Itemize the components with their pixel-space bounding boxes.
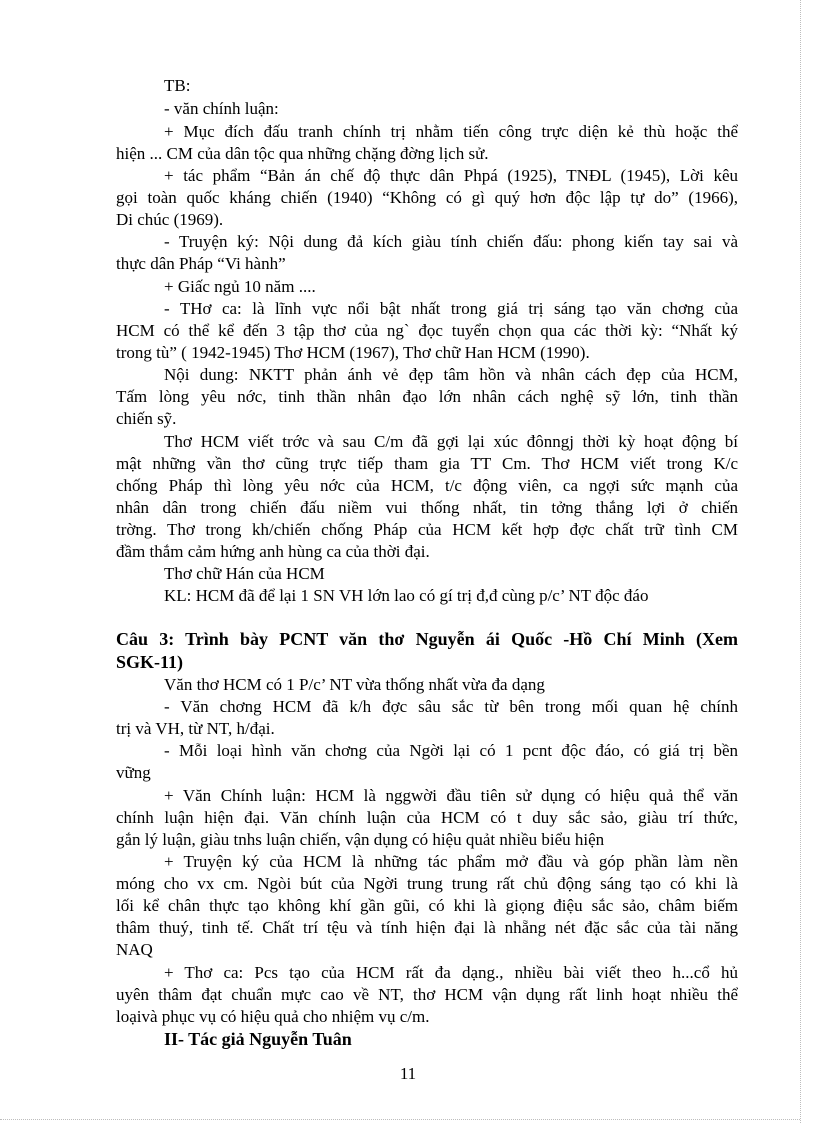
text-line: mật những vần thơ cũng trực tiếp tham gia TT Cm. Thơ HCM viết trong K/c — [116, 454, 738, 473]
page-edge-divider — [800, 0, 801, 1123]
text-line: + Văn Chính luận: HCM là nggwời đầu tiên sử dụng có hiệu quả thể văn — [164, 786, 738, 805]
text-line: trong tù” ( 1942-1945) Thơ HCM (1967), Thơ chữ Han HCM (1990). — [116, 343, 590, 362]
text-line: loạivà phục vụ có hiệu quả cho nhiệm vụ c/m. — [116, 1007, 430, 1026]
text-line: chống Pháp thì lòng yêu nớc của HCM, t/c động viên, ca ngợi sức mạnh của — [116, 476, 738, 495]
section-heading: SGK-11) — [116, 652, 184, 672]
text-line: + Giấc ngủ 10 năm .... — [164, 277, 316, 296]
section-heading: Câu 3: Trình bày PCNT văn thơ Nguyễn ái Quốc -Hồ Chí Minh (Xem — [116, 629, 738, 649]
text-line: Nội dung: NKTT phản ánh vẻ đẹp tâm hồn và nhân cách đẹp của HCM, — [164, 365, 738, 384]
text-line: + tác phẩm “Bản án chế độ thực dân Phpá (1925), TNĐL (1945), Lời kêu — [164, 166, 738, 185]
text-line: Thơ chữ Hán của HCM — [164, 564, 325, 583]
text-line: gắn lý luận, giàu tnhs luận chiến, vận dụng có hiệu quảt nhiều biểu hiện — [116, 830, 605, 849]
text-line: Văn thơ HCM có 1 P/c’ NT vừa thống nhất vừa đa dạng — [164, 675, 545, 694]
text-line: móng cho vx cm. Ngòi bút của Ngời trung trung rất chủ động sáng tạo có khi là — [116, 874, 738, 893]
text-line: đầm thắm cảm hứng anh hùng ca của thời đại. — [116, 542, 430, 561]
text-line: thực dân Pháp “Vi hành” — [116, 254, 286, 273]
text-line: chính luận hiện đại. Văn chính luận của HCM có t duy sắc sảo, giàu trí thức, — [116, 808, 738, 827]
text-line: + Thơ ca: Pcs tạo của HCM rất đa dạng., nhiều bài viết theo h...cổ hủ — [164, 963, 738, 982]
text-line: - Văn chơng HCM đã k/h đợc sâu sắc từ bên trong mối quan hệ chính — [164, 697, 738, 716]
text-line: lối kể chân thực tạo không khí gần gũi, có khi là giọng điệu sắc sảo, châm biếm — [116, 896, 738, 915]
text-line: + Truyện ký của HCM là những tác phẩm mở đầu và góp phần làm nền — [164, 852, 738, 871]
text-line: - Truyện ký: Nội dung đả kích giàu tính chiến đấu: phong kiến tay sai và — [164, 232, 738, 251]
text-line: + Mục đích đấu tranh chính trị nhằm tiến công trực diện kẻ thù hoặc thể — [164, 122, 738, 141]
text-line: Tấm lòng yêu nớc, tinh thần nhân đạo lớn nhân cách nghệ sỹ lớn, tinh thần — [116, 387, 738, 406]
text-line: gọi toàn quốc kháng chiến (1940) “Không có gì quý hơn độc lập tự do” (1966), — [116, 188, 738, 207]
page-number: 11 — [399, 1064, 417, 1083]
section-heading: II- Tác giả Nguyễn Tuân — [164, 1029, 352, 1049]
text-line: Di chúc (1969). — [116, 210, 224, 229]
text-line: HCM có thể kể đến 3 tập thơ của ng` đọc tuyển chọn qua các thời kỳ: “Nhất ký — [116, 321, 738, 340]
text-line: vững — [116, 763, 151, 782]
text-line: thâm thuý, tinh tế. Chất trí tệu và tính hiện đại là nhẵng nét đặc sắc của tài năng — [116, 918, 738, 937]
text-line: chiến sỹ. — [116, 409, 177, 428]
text-line: Thơ HCM viết trớc và sau C/m đã gợi lại xúc đônngj thời kỳ hoạt động bí — [164, 432, 738, 451]
text-line: nhân dân trong chiến đấu niềm vui thống nhất, tin tởng thắng lợi ở chiến — [116, 498, 738, 517]
text-line: - văn chính luận: — [164, 99, 279, 118]
text-line: KL: HCM đã để lại 1 SN VH lớn lao có gí trị đ,đ cùng p/c’ NT độc đáo — [164, 586, 649, 605]
text-line: - Mỗi loại hình văn chơng của Ngời lại có 1 pcnt độc đáo, có giá trị bền — [164, 741, 738, 760]
text-line: NAQ — [116, 940, 153, 959]
text-line: trờng. Thơ trong kh/chiến chống Pháp của HCM kết hợp đợc chất trữ tình CM — [116, 520, 738, 539]
text-line: - THơ ca: là lĩnh vực nổi bật nhất trong giá trị sáng tạo văn chơng của — [164, 299, 738, 318]
text-line: hiện ... CM của dân tộc qua những chặng đờng lịch sử. — [116, 144, 489, 163]
text-line: trị và VH, từ NT, h/đại. — [116, 719, 275, 738]
text-line: uyên thâm đạt chuẩn mực cao về NT, thơ HCM vận dụng rất linh hoạt nhiều thể — [116, 985, 738, 1004]
page-edge-divider — [0, 1119, 800, 1120]
text-line: TB: — [164, 76, 191, 95]
